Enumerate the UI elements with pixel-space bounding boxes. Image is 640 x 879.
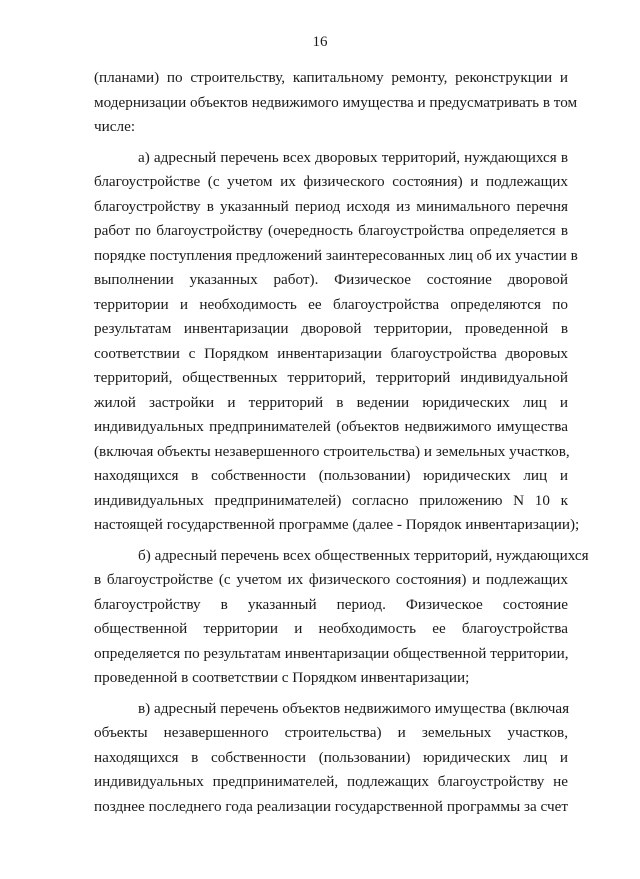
- text-line: а) адресный перечень всех дворовых территорий, нуждающихся в: [138, 148, 568, 166]
- text-line: жилой застройки и территорий в ведении юридических лиц и: [94, 393, 568, 411]
- text-line: индивидуальных предпринимателей, подлежащих благоустройству не: [94, 773, 568, 790]
- paragraph-b: [94, 544, 589, 691]
- text-line: б) адресный перечень всех общественных территорий, нуждающихся: [138, 546, 589, 564]
- text-line: (планами) по строительству, капитальному ремонту, реконструкции и: [94, 69, 568, 86]
- text-line: находящихся в собственности (пользовании) юридических лиц и: [94, 748, 568, 766]
- text-line: благоустройству в указанный период исходя из минимального перечня: [94, 197, 568, 215]
- text-line: проведенной в соответствии с Порядком инвентаризации;: [94, 669, 470, 686]
- text-line: благоустройству в указанный период. Физическое состояние: [94, 595, 568, 613]
- document-body: [94, 66, 589, 819]
- paragraph-v: [94, 697, 568, 820]
- text-line: находящихся в собственности (пользовании) юридических лиц и: [94, 467, 568, 484]
- text-line: модернизации объектов недвижимого имущества и предусматривать в том: [94, 93, 578, 111]
- text-line: в благоустройстве (с учетом их физического состояния) и подлежащих: [94, 571, 568, 588]
- text-line: в) адресный перечень объектов недвижимого имущества (включая: [138, 699, 570, 717]
- text-line: позднее последнего года реализации государственной программы за счет: [94, 797, 568, 815]
- text-line: (включая объекты незавершенного строительства) и земельных участков,: [94, 442, 570, 460]
- text-line: настоящей государственной программе (далее - Порядок инвентаризации);: [94, 516, 580, 533]
- text-line: благоустройстве (с учетом их физического состояния) и подлежащих: [94, 173, 568, 190]
- text-line: работ по благоустройству (очередность благоустройства определяется в: [94, 222, 568, 239]
- text-line: порядке поступления предложений заинтересованных лиц об их участии в: [94, 246, 578, 264]
- text-line: общественной территории и необходимость ее благоустройства: [94, 620, 568, 637]
- text-line: территорий, общественных территорий, территорий индивидуальной: [94, 369, 568, 386]
- text-line: выполнении указанных работ). Физическое состояние дворовой: [94, 271, 568, 288]
- paragraph-intro: [94, 66, 578, 140]
- text-line: результатам инвентаризации дворовой территории, проведенной в: [94, 320, 568, 337]
- paragraph-a: [94, 146, 580, 538]
- text-line: индивидуальных предпринимателей (объектов недвижимого имущества: [94, 418, 568, 435]
- page-number: 16: [312, 34, 328, 50]
- text-line: определяется по результатам инвентаризации общественной территории,: [94, 644, 569, 662]
- text-line: объекты незавершенного строительства) и земельных участков,: [94, 724, 568, 741]
- text-line: индивидуальных предпринимателей) согласно приложению N 10 к: [94, 491, 568, 509]
- text-line: числе:: [94, 118, 136, 135]
- text-line: соответствии с Порядком инвентаризации благоустройства дворовых: [94, 344, 568, 362]
- text-line: территории и необходимость ее благоустройства определяются по: [94, 295, 568, 313]
